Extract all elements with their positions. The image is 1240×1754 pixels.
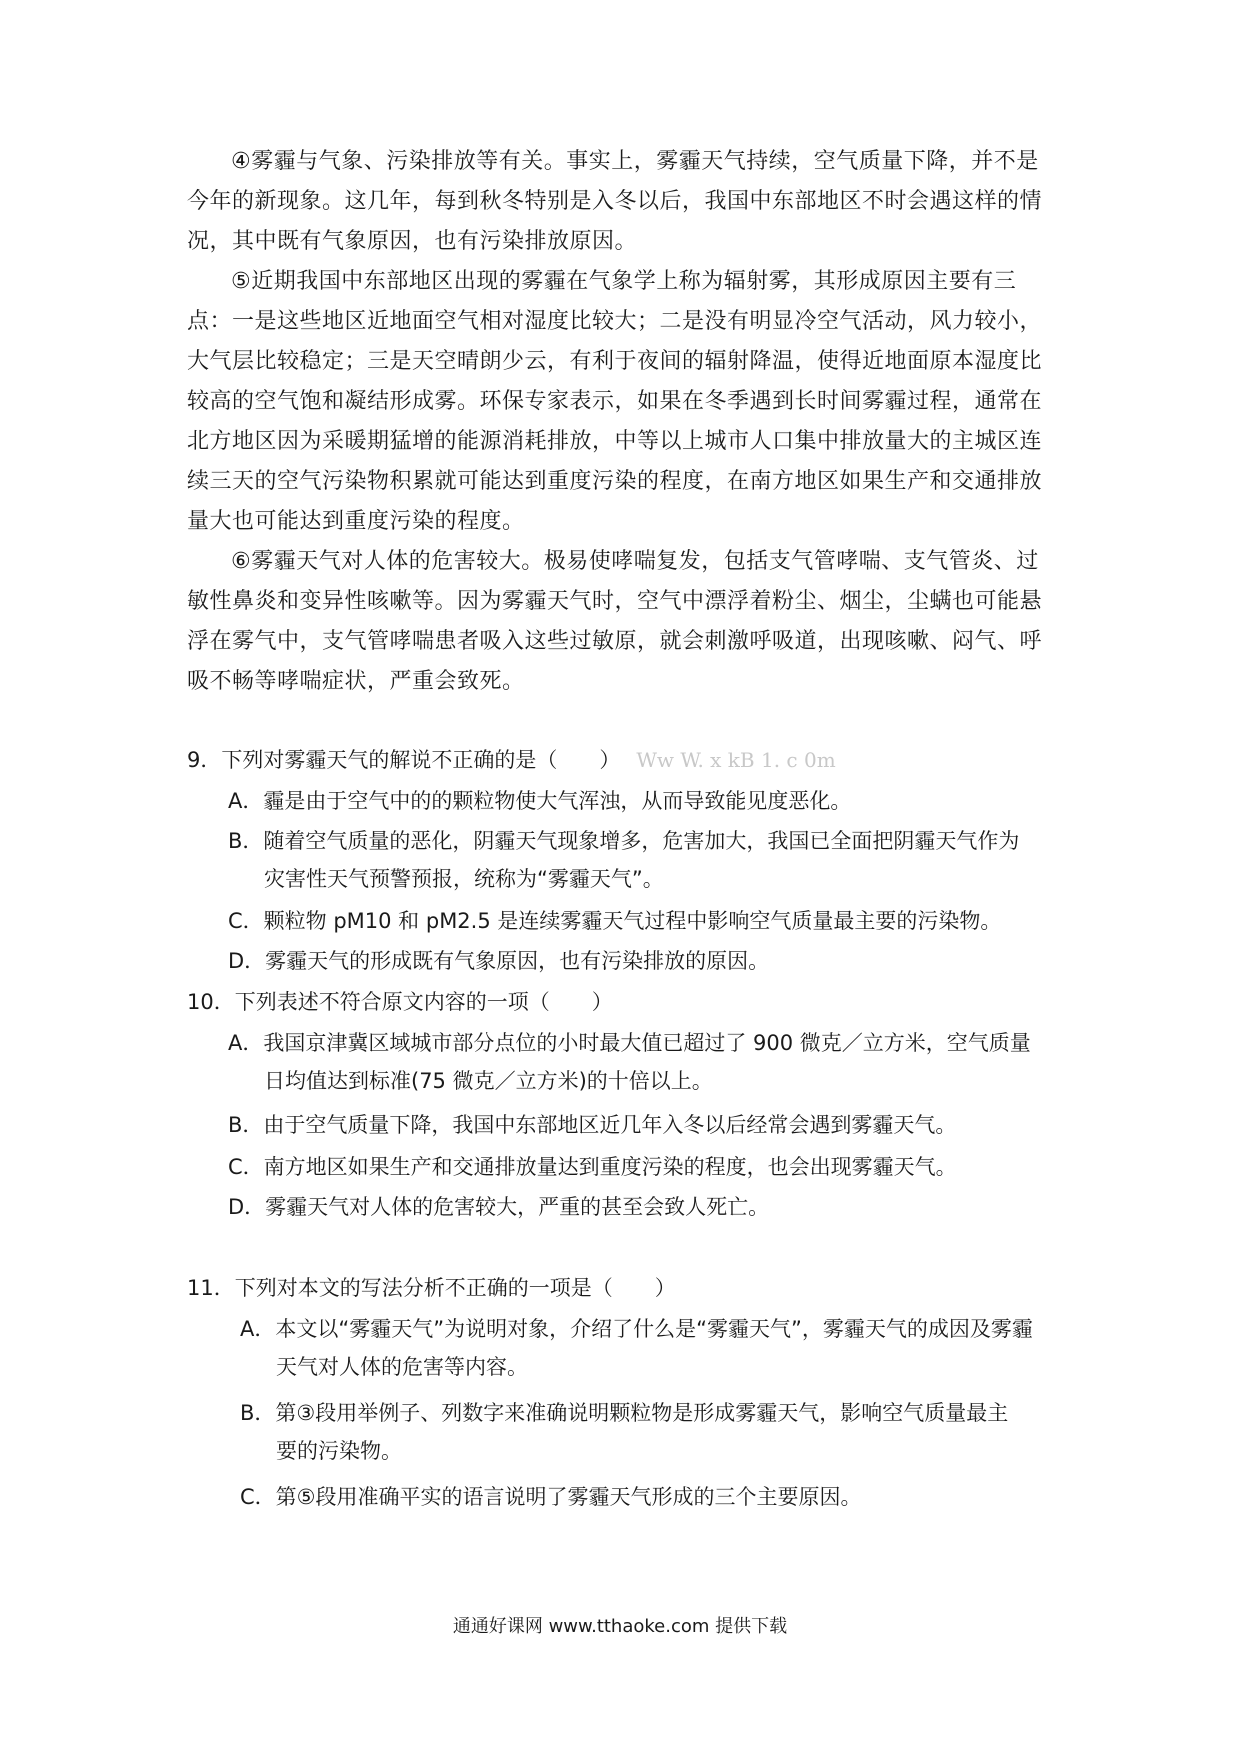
question-9-option-b-line2: 灾害性天气预警预报，统称为“雾霾天气”。 <box>264 867 664 891</box>
question-9-option-b-line1: B．随着空气质量的恶化，阴霾天气现象增多，危害加大，我国已全面把阴霾天气作为 <box>228 829 1020 853</box>
question-9-option-c: C．颗粒物 pM10 和 pM2.5 是连续雾霾天气过程中影响空气质量最主要的污染物。 <box>228 909 1002 933</box>
question-11-option-a <box>240 1310 1060 1386</box>
question-10-option-c: C．南方地区如果生产和交通排放量达到重度污染的程度，也会出现雾霾天气。 <box>228 1155 957 1179</box>
question-10-option-a <box>228 1024 1058 1100</box>
question-11-option-b-line1: B．第③段用举例子、列数字来准确说明颗粒物是形成雾霾天气，影响空气质量最主 <box>240 1401 1009 1425</box>
question-11-stem: 11．下列对本文的写法分析不正确的一项是（ ） <box>187 1276 676 1300</box>
question-10-option-d: D．雾霾天气对人体的危害较大，严重的甚至会致人死亡。 <box>228 1195 770 1219</box>
question-9-option-d: D．雾霾天气的形成既有气象原因，也有污染排放的原因。 <box>228 949 770 973</box>
question-9-text: 9．下列对雾霾天气的解说不正确的是（ ） <box>187 748 621 772</box>
question-9-option-b <box>228 822 1058 898</box>
footer-text: 通通好课网 www.tthaoke.com 提供下载 <box>452 1616 788 1637</box>
question-11-option-a-line1: A．本文以“雾霾天气”为说明对象，介绍了什么是“雾霾天气”，雾霾天气的成因及雾霾 <box>240 1317 1033 1341</box>
question-9-stem <box>187 740 1057 780</box>
question-10-option-b: B．由于空气质量下降，我国中东部地区近几年入冬以后经常会遇到雾霾天气。 <box>228 1113 957 1137</box>
watermark-text: Ww W. x kB 1. c 0m <box>636 748 836 772</box>
question-11-option-a-line2: 天气对人体的危害等内容。 <box>276 1355 528 1379</box>
question-10-option-a-line2: 日均值达到标准(75 微克／立方米)的十倍以上。 <box>264 1069 713 1093</box>
question-11-option-b <box>240 1394 1060 1470</box>
question-10-stem: 10．下列表述不符合原文内容的一项（ ） <box>187 990 613 1014</box>
question-9-option-a: A．霾是由于空气中的的颗粒物使大气浑浊，从而导致能见度恶化。 <box>228 789 852 813</box>
paragraph-5: ⑤近期我国中东部地区出现的雾霾在气象学上称为辐射雾，其形成原因主要有三点：一是这些地区近地面空气相对湿度比较大；二是没有明显冷空气活动，风力较小，大气层比较稳定；三是天空晴朗少云，有利于夜间的辐射降温，使得近地面原本湿度比较高的空气饱和凝结形成雾。环保专家表示，如果在冬季遇到长时间雾霾过程，通常在北方地区因为采暖期猛增的能源消耗排放，中等以上城市人口集中排放量大的主城区连续三天的空气污染物积累就可能达到重度污染的程度，在南方地区如果生产和交通排放量大也可能达到重度污染的程度。 <box>187 269 1043 534</box>
question-10-option-a-line1: A．我国京津冀区域城市部分点位的小时最大值已超过了 900 微克／立方米，空气质量 <box>228 1031 1031 1055</box>
paragraph-6: ⑥雾霾天气对人体的危害较大。极易使哮喘复发，包括支气管哮喘、支气管炎、过敏性鼻炎和变异性咳嗽等。因为雾霾天气时，空气中漂浮着粉尘、烟尘，尘螨也可能悬浮在雾气中，支气管哮喘患者吸入这些过敏原，就会刺激呼吸道，出现咳嗽、闷气、呼吸不畅等哮喘症状，严重会致死。 <box>187 549 1043 694</box>
question-11-option-c: C．第⑤段用准确平实的语言说明了雾霾天气形成的三个主要原因。 <box>240 1485 862 1509</box>
question-11-option-b-line2: 要的污染物。 <box>276 1439 402 1463</box>
paragraph-4: ④雾霾与气象、污染排放等有关。事实上，雾霾天气持续，空气质量下降，并不是今年的新现象。这几年，每到秋冬特别是入冬以后，我国中东部地区不时会遇这样的情况，其中既有气象原因，也有污染排放原因。 <box>187 149 1043 254</box>
